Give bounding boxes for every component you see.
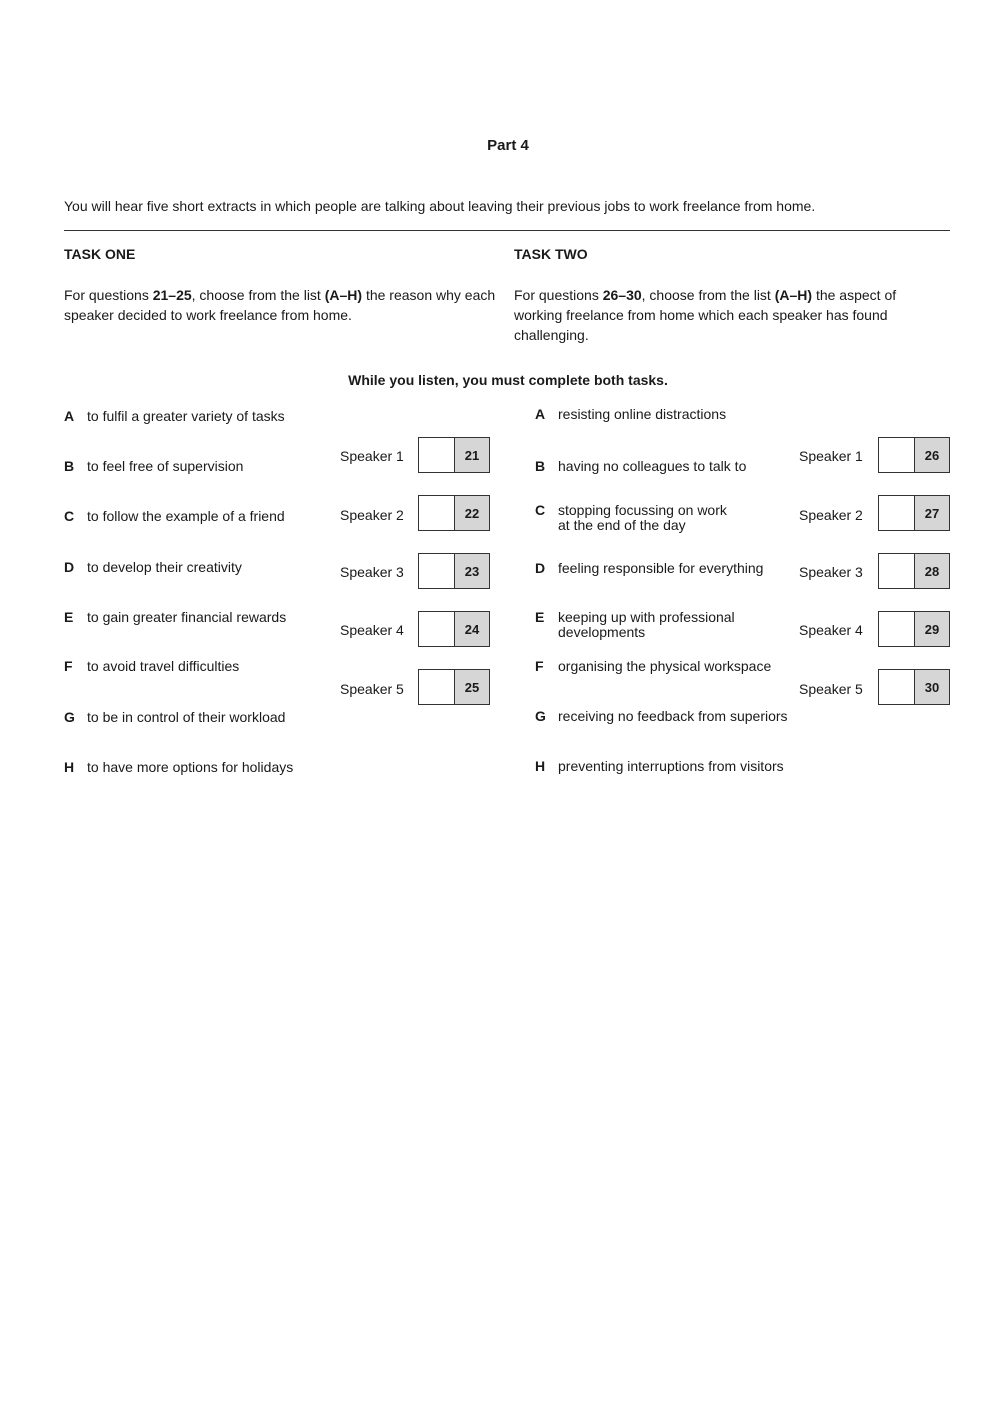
question-number: 30 [915,670,949,704]
option-letter: H [535,758,546,774]
option-text: keeping up with professional [558,609,735,625]
task-two-speaker-5-label: Speaker 5 [799,681,863,697]
task-two-heading: TASK TWO [514,246,588,262]
option-letter: D [64,559,75,575]
option-letter: H [64,759,75,775]
task-two-desc-part: the aspect of working freelance from home which each speaker has found challenging. [514,287,897,343]
option-text: preventing interruptions from visitors [558,758,784,774]
option-text: to gain greater financial rewards [87,609,287,625]
task-one-option-range: (A–H) [324,287,363,303]
instruction: While you listen, you must complete both tasks. [348,372,668,388]
task-one-desc-part: For questions [64,287,153,303]
option-letter: F [64,658,73,674]
option-text: receiving no feedback from superiors [558,708,788,724]
question-number: 25 [455,670,489,704]
option-text: stopping focussing on work [558,502,727,518]
answer-input-29[interactable] [879,612,915,646]
option-letter: C [64,508,75,524]
answer-input-24[interactable] [419,612,455,646]
answer-box-29 [878,611,950,647]
task-two-desc-part: For questions [514,287,603,303]
task-one-speaker-2-label: Speaker 2 [340,507,404,523]
option-text: to be in control of their workload [87,709,286,725]
task-one-speaker-3-label: Speaker 3 [340,564,404,580]
option-text: feeling responsible for everything [558,560,764,576]
question-number: 22 [455,496,489,530]
question-number: 23 [455,554,489,588]
option-text: resisting online distractions [558,406,727,422]
option-text-line2: at the end of the day [558,517,686,533]
page-title: Part 4 [487,137,529,154]
question-number: 28 [915,554,949,588]
option-text: organising the physical workspace [558,658,772,674]
option-letter: B [64,458,75,474]
task-one-description [64,285,504,325]
answer-box-28 [878,553,950,589]
option-letter: G [64,709,75,725]
task-two-speaker-4-label: Speaker 4 [799,622,863,638]
answer-input-28[interactable] [879,554,915,588]
option-text: having no colleagues to talk to [558,458,747,474]
answer-input-22[interactable] [419,496,455,530]
question-number: 29 [915,612,949,646]
option-letter: E [64,609,74,625]
task-two-desc-part: , choose from the list [641,287,775,303]
option-letter: A [64,408,75,424]
answer-input-27[interactable] [879,496,915,530]
task-one-speaker-4-label: Speaker 4 [340,622,404,638]
option-text: to feel free of supervision [87,458,244,474]
task-two-option-range: (A–H) [774,287,813,303]
question-number: 27 [915,496,949,530]
option-letter: E [535,609,545,625]
answer-box-30 [878,669,950,705]
task-two-question-range: 26–30 [602,287,642,303]
task-two-speaker-2-label: Speaker 2 [799,507,863,523]
option-text: to fulfil a greater variety of tasks [87,408,285,424]
answer-box-23 [418,553,490,589]
option-letter: C [535,502,546,518]
divider [64,230,950,231]
answer-input-23[interactable] [419,554,455,588]
option-text: to follow the example of a friend [87,508,285,524]
answer-box-25 [418,669,490,705]
task-one-heading: TASK ONE [64,246,136,262]
option-letter: D [535,560,546,576]
answer-input-30[interactable] [879,670,915,704]
task-two-description [514,285,944,345]
answer-input-25[interactable] [419,670,455,704]
option-text: to avoid travel difficulties [87,658,240,674]
task-one-speaker-5-label: Speaker 5 [340,681,404,697]
answer-box-22 [418,495,490,531]
option-letter: B [535,458,546,474]
option-text: to have more options for holidays [87,759,294,775]
question-number: 26 [915,438,949,472]
answer-box-24 [418,611,490,647]
option-letter: A [535,406,546,422]
answer-box-27 [878,495,950,531]
task-one-desc-part: , choose from the list [191,287,325,303]
question-number: 24 [455,612,489,646]
task-two-speaker-3-label: Speaker 3 [799,564,863,580]
answer-box-26 [878,437,950,473]
option-text: to develop their creativity [87,559,242,575]
intro-text: You will hear five short extracts in which people are talking about leaving their previous jobs to work freelance from home. [64,198,816,214]
answer-input-21[interactable] [419,438,455,472]
option-letter: F [535,658,544,674]
answer-input-26[interactable] [879,438,915,472]
option-letter: G [535,708,546,724]
task-one-question-range: 21–25 [152,287,192,303]
task-two-speaker-1-label: Speaker 1 [799,448,863,464]
task-one-desc-part: the reason why each speaker decided to work freelance from home. [64,287,496,323]
option-text-line2: developments [558,624,646,640]
question-number: 21 [455,438,489,472]
task-one-speaker-1-label: Speaker 1 [340,448,404,464]
answer-box-21 [418,437,490,473]
